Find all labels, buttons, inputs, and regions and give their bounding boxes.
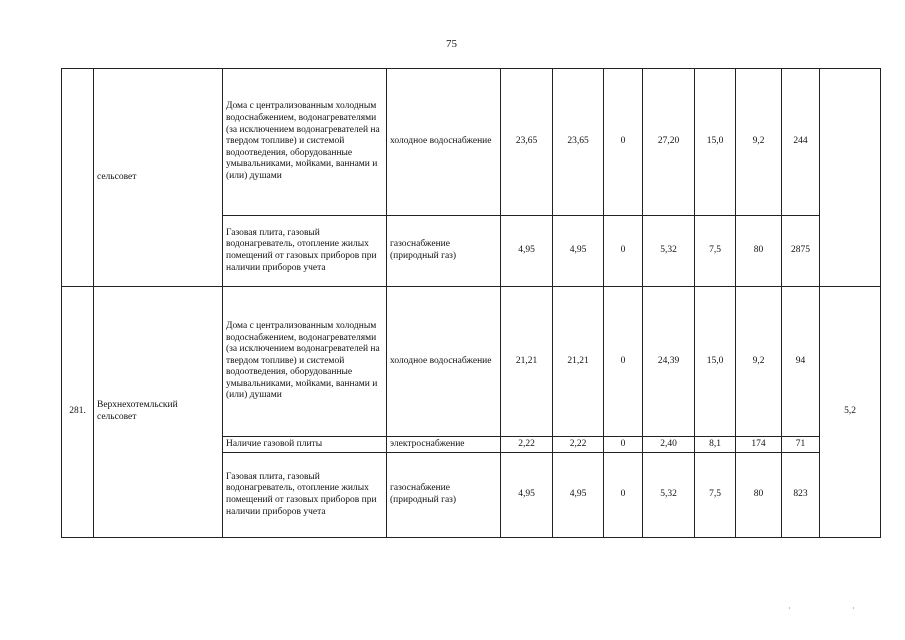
value-cell: 174 bbox=[736, 437, 782, 453]
value-cell: 0 bbox=[604, 216, 643, 287]
last-value-cell: 5,2 bbox=[820, 287, 881, 538]
value-cell: 823 bbox=[782, 453, 820, 538]
value-cell: 21,21 bbox=[501, 287, 553, 437]
value-cell: 244 bbox=[782, 69, 820, 216]
value-cell: 5,32 bbox=[643, 453, 695, 538]
value-cell: 2875 bbox=[782, 216, 820, 287]
service-cell: холодное водоснабжение bbox=[387, 287, 501, 437]
value-cell: 23,65 bbox=[553, 69, 604, 216]
value-cell: 94 bbox=[782, 287, 820, 437]
service-cell: холодное водоснабжение bbox=[387, 69, 501, 216]
value-cell: 80 bbox=[736, 216, 782, 287]
scan-speck: · bbox=[788, 604, 791, 613]
description-cell: Газовая плита, газовый водонагреватель, отопление жилых помещений от газовых приборов при наличии приборов учета bbox=[223, 453, 387, 538]
settlement-cell: Верхнехотемльский сельсовет bbox=[94, 287, 223, 538]
index-cell bbox=[62, 69, 94, 287]
value-cell: 15,0 bbox=[695, 287, 736, 437]
value-cell: 0 bbox=[604, 287, 643, 437]
value-cell: 80 bbox=[736, 453, 782, 538]
value-cell: 15,0 bbox=[695, 69, 736, 216]
value-cell: 2,22 bbox=[501, 437, 553, 453]
description-cell: Дома с централизованным холодным водоснабжением, водонагревателями (за исключением водонагревателей на твердом топливе) и системой водоотведения, оборудованные умывальниками, мойками, ваннами и (или) душами bbox=[223, 69, 387, 216]
value-cell: 7,5 bbox=[695, 216, 736, 287]
value-cell: 21,21 bbox=[553, 287, 604, 437]
value-cell: 0 bbox=[604, 69, 643, 216]
index-cell: 281. bbox=[62, 287, 94, 538]
value-cell: 4,95 bbox=[501, 216, 553, 287]
value-cell: 4,95 bbox=[553, 216, 604, 287]
value-cell: 8,1 bbox=[695, 437, 736, 453]
value-cell: 9,2 bbox=[736, 287, 782, 437]
tariff-table bbox=[61, 68, 881, 538]
scan-speck: · bbox=[852, 604, 855, 613]
value-cell: 0 bbox=[604, 437, 643, 453]
value-cell: 9,2 bbox=[736, 69, 782, 216]
table-row bbox=[62, 287, 881, 437]
value-cell: 4,95 bbox=[501, 453, 553, 538]
service-cell: газоснабжение (природный газ) bbox=[387, 453, 501, 538]
value-cell: 2,22 bbox=[553, 437, 604, 453]
description-cell: Газовая плита, газовый водонагреватель, отопление жилых помещений от газовых приборов при наличии приборов учета bbox=[223, 216, 387, 287]
page-number: 75 bbox=[446, 38, 457, 50]
value-cell: 7,5 bbox=[695, 453, 736, 538]
value-cell: 24,39 bbox=[643, 287, 695, 437]
value-cell: 27,20 bbox=[643, 69, 695, 216]
value-cell: 5,32 bbox=[643, 216, 695, 287]
value-cell: 0 bbox=[604, 453, 643, 538]
value-cell: 4,95 bbox=[553, 453, 604, 538]
service-cell: электроснабжение bbox=[387, 437, 501, 453]
value-cell: 23,65 bbox=[501, 69, 553, 216]
settlement-cell: сельсовет bbox=[94, 69, 223, 287]
value-cell: 2,40 bbox=[643, 437, 695, 453]
service-cell: газоснабжение (природный газ) bbox=[387, 216, 501, 287]
value-cell: 71 bbox=[782, 437, 820, 453]
description-cell: Наличие газовой плиты bbox=[223, 437, 387, 453]
table-row bbox=[62, 69, 881, 216]
last-value-cell bbox=[820, 69, 881, 287]
description-cell: Дома с централизованным холодным водоснабжением, водонагревателями (за исключением водонагревателей на твердом топливе) и системой водоотведения, оборудованные умывальниками, мойками, ваннами и (или) душами bbox=[223, 287, 387, 437]
